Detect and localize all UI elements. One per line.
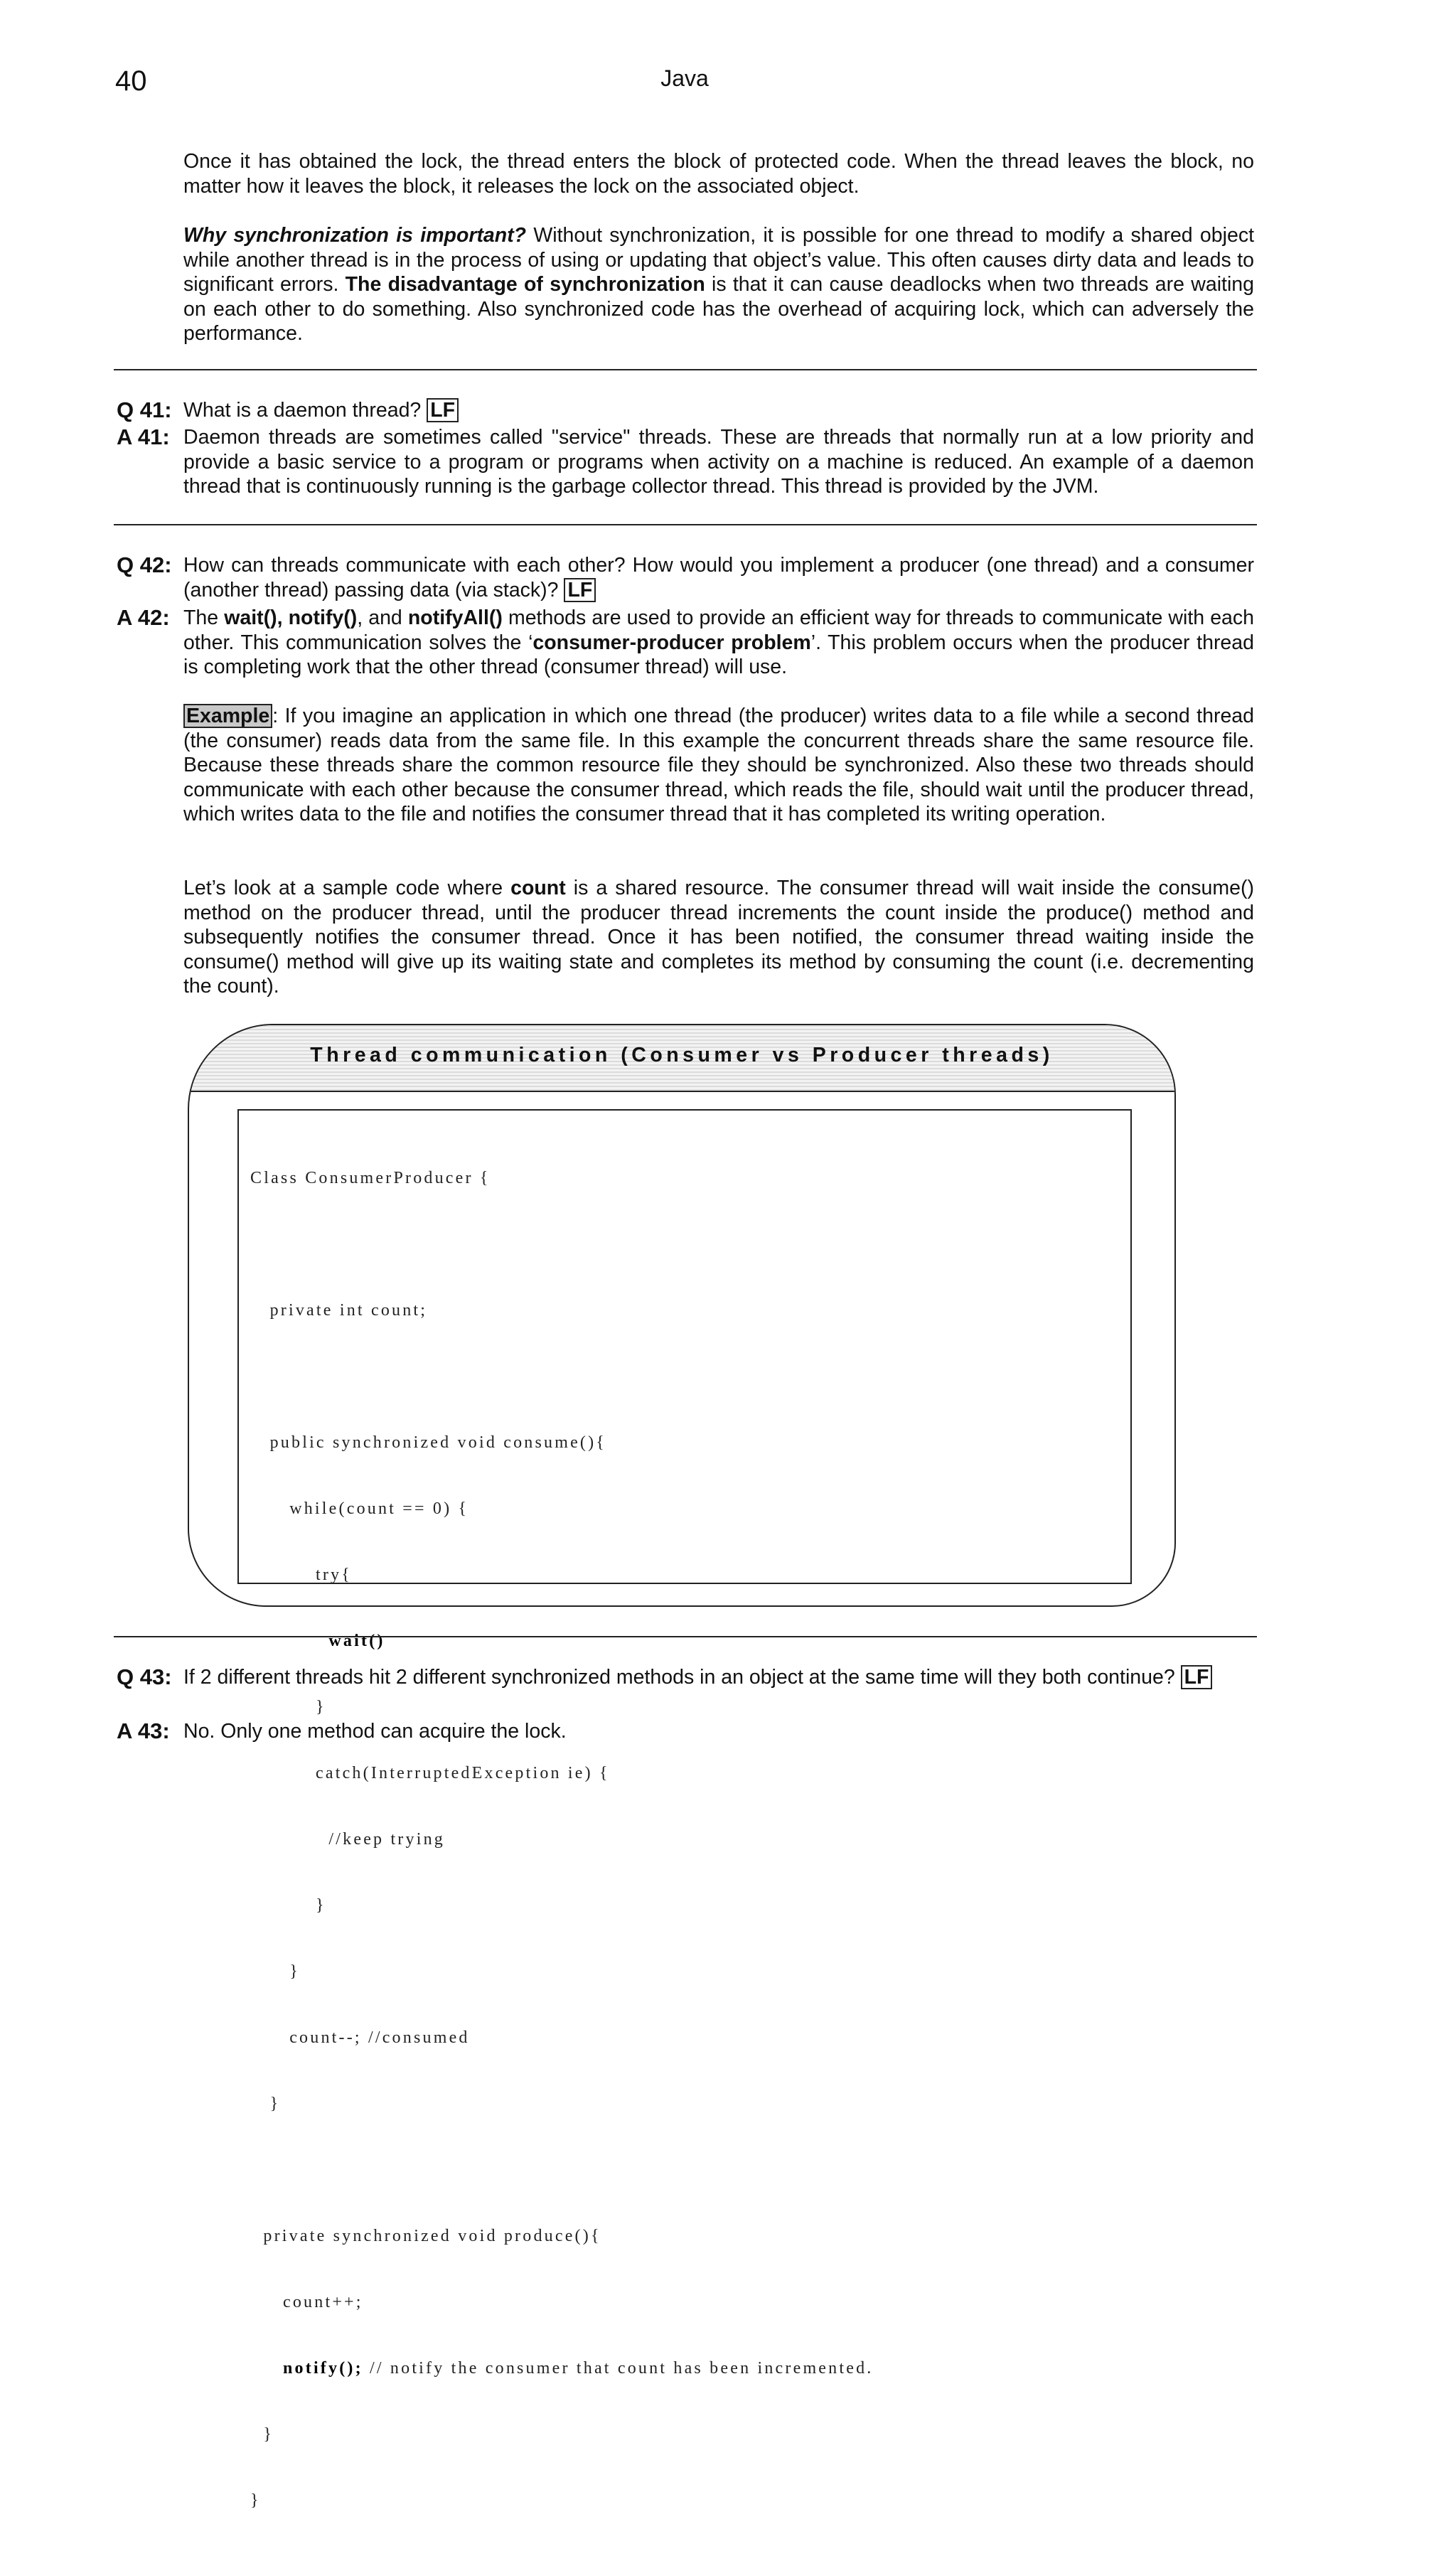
code-listing [250,1123,873,2556]
code-line: } [250,1962,300,1981]
answer-label: A 42: [117,605,170,630]
code-line: catch(InterruptedException ie) { [250,1764,610,1782]
answer-41 [117,425,1256,503]
code-line: } [250,2491,261,2510]
code-line: count--; //consumed [250,2028,470,2047]
diagram-header [189,1025,1174,1092]
question-label: Q 43: [117,1664,172,1689]
page-number: 40 [115,65,147,97]
answer-42 [117,606,1256,684]
lf-tag: LF [427,398,459,422]
section-divider [114,369,1257,370]
page-title: Java [660,65,709,91]
section-divider [114,1636,1257,1637]
code-line: Class ConsumerProducer { [250,1169,491,1187]
answer-label: A 41: [117,424,170,449]
code-line: private int count; [250,1301,428,1320]
question-41 [117,398,1256,424]
answer-text: Daemon threads are sometimes called "service" threads. These are threads that normally run at a low priority and provide a basic service to a program or programs when activity on a machine is reduced. An example of a daemon thread that is continuously running is the garbage collector thread. This thread is provided by the JVM. [183,426,1254,498]
code-line: //keep trying [250,1830,445,1849]
example-paragraph: Example : If you imagine an application in which one thread (the producer) writes data to a file while a second thread (the consumer) reads data from the same file. In this example the concurrent threads share the same resource file. Because these threads share the common resource file they should be synchronized. Also these two threads should communicate with each other because the consumer thread, which reads the file, should wait until the producer thread, which writes data to the file and notifies the consumer thread that it has completed its writing operation. [183,705,1254,825]
code-line-blank [250,2159,873,2181]
question-text: What is a daemon thread? [183,399,422,422]
sample-code-paragraph: Let’s look at a sample code where count is a shared resource. The consumer thread will wait inside the consume() method on the producer thread, until the producer thread increments the count inside the produce() method and subsequently notifies the consumer thread. Once it has been notified, the consumer thread waiting inside the consume() method will give up its waiting state and completes its method by consuming the count (i.e. decrementing the count). [183,877,1254,998]
code-line: } [250,1698,326,1716]
question-label: Q 42: [117,552,172,577]
answer-label: A 43: [117,1718,170,1743]
answer-text: No. Only one method can acquire the lock. [183,1720,567,1743]
example-highlight: Example [183,704,272,728]
code-line-blank [250,1234,873,1256]
code-line: public synchronized void consume(){ [250,1433,607,1452]
question-label: Q 41: [117,397,172,422]
code-line-wait: wait() [250,1632,385,1650]
intro-paragraph-1: Once it has obtained the lock, the thread enters the block of protected code. When the thread leaves the block, no matter how it leaves the block, it releases the lock on the associated object. [183,150,1254,198]
question-text: How can threads communicate with each other? How would you implement a producer (one thread) and a consumer (another thread) passing data (via stack)? [183,554,1254,601]
code-line-blank [250,1366,873,1388]
code-line: try{ [250,1566,352,1584]
code-line: private synchronized void produce(){ [250,2227,601,2245]
question-42 [117,553,1256,604]
code-line: } [250,1896,326,1915]
answer-43 [117,1719,1256,1745]
intro-paragraph-2: Why synchronization is important? Without synchronization, it is possible for one thread to modify a shared object while another thread is in the process of using or updating that object’s value. This often causes dirty data and leads to significant errors. The disadvantage of synchronization is that it can cause deadlocks when two threads are waiting on each other to do something. Also synchronized code has the overhead of acquiring lock, which can adversely the performance. [183,224,1254,345]
answer-text: The wait(), notify(), and notifyAll() methods are used to provide an efficient way for threads to communicate with each other. This communication solves the ‘consumer-producer problem’. This problem occurs when the producer thread is completing work that the other thread (consumer thread) will use. [183,606,1255,678]
section-divider [114,524,1257,525]
question-43 [117,1665,1256,1716]
lf-tag: LF [1181,1665,1213,1689]
code-line: while(count == 0) { [250,1499,469,1518]
code-line: } [250,2425,274,2444]
code-line: count++; [250,2293,363,2311]
code-line: } [250,2095,281,2113]
synchronization-heading: Why synchronization is important? [183,224,527,247]
lf-tag: LF [564,578,596,602]
code-line-notify: notify(); // notify the consumer that count has been incremented. [250,2359,874,2378]
diagram-title: Thread communication (Consumer vs Producer threads) [310,1044,1054,1066]
question-text: If 2 different threads hit 2 different synchronized methods in an object at the same time will they both continue? [183,1666,1175,1689]
